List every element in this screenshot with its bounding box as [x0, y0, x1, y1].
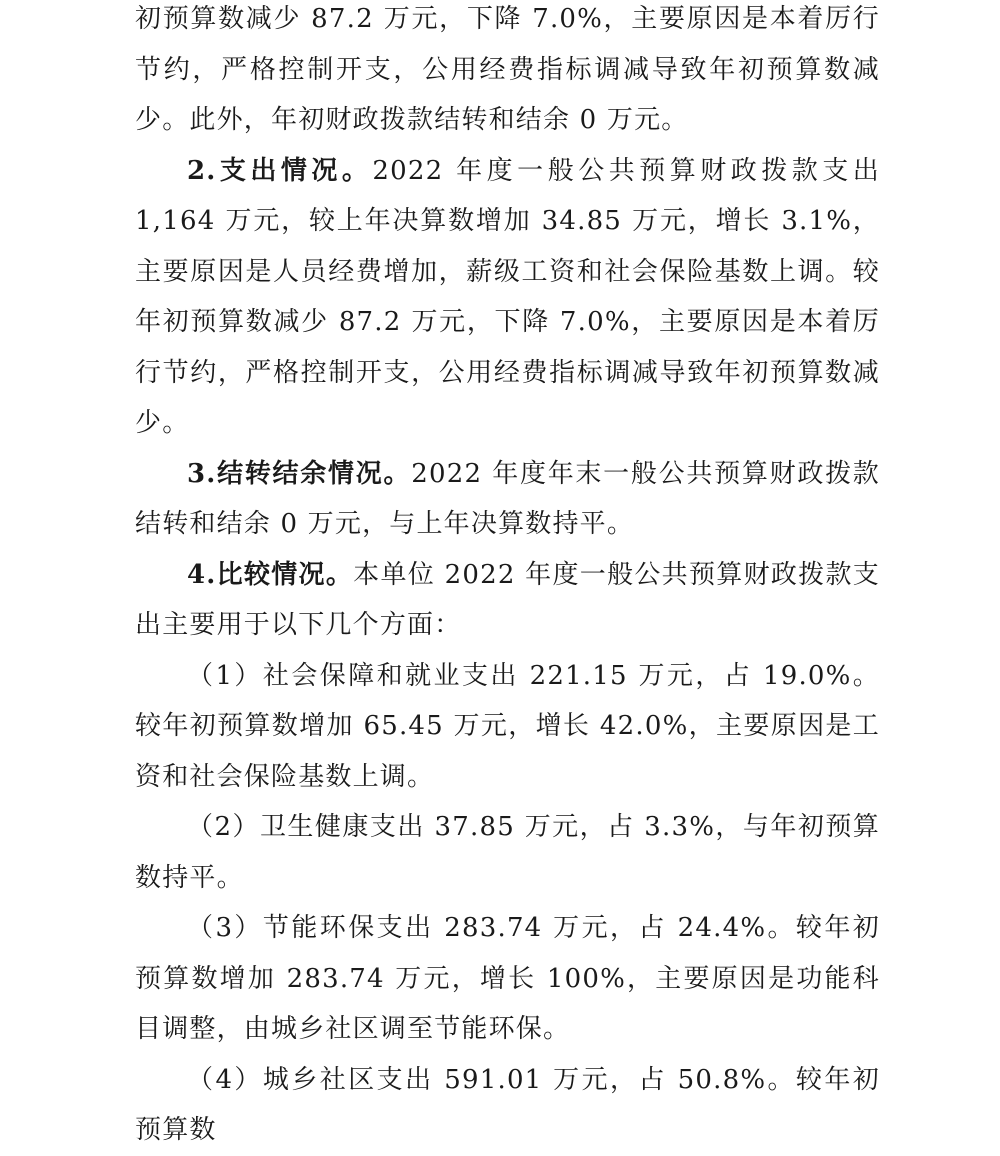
paragraph-expenditure: [135, 146, 880, 449]
list-item-social-security: [135, 651, 880, 803]
paragraph-carryover: [135, 449, 880, 550]
paragraph-text: 2022 年度一般公共预算财政拨款支出 1,164 万元，较上年决算数增加 34.85 万元，增长 3.1%，主要原因是人员经费增加，薪级工资和社会保险基数上调。较年初预算数减少 87.2 万元，下降 7.0%，主要原因是本着厉行节约，严格控制开支，公用经费指标调减导致年初预算数减少。: [135, 155, 881, 438]
list-item-text: （4）城乡社区支出 591.01 万元，占 50.8%。较年初预算数: [135, 1064, 880, 1145]
list-item-urban-rural: [135, 1055, 880, 1156]
list-item-text: （3）节能环保支出 283.74 万元，占 24.4%。较年初预算数增加 283.74 万元，增长 100%，主要原因是功能科目调整，由城乡社区调至节能环保。: [135, 913, 880, 1044]
paragraph-comparison: [135, 550, 880, 651]
list-item-health: [135, 802, 880, 903]
list-item-text: （1）社会保障和就业支出 221.15 万元，占 19.0%。较年初预算数增加 65.45 万元，增长 42.0%，主要原因是工资和社会保险基数上调。: [135, 660, 880, 792]
document-page: [135, 0, 880, 1156]
section-heading-carryover: 3.结转结余情况。: [187, 458, 412, 489]
list-item-energy-environment: [135, 903, 880, 1055]
list-item-text: （2）卫生健康支出 37.85 万元，占 3.3%，与年初预算数持平。: [135, 812, 880, 893]
paragraph-text: 2022 年度年末一般公共预算财政拨款结转和结余 0 万元，与上年决算数持平。: [135, 458, 881, 539]
section-heading-expenditure: 2.支出情况。: [187, 155, 373, 186]
paragraph-text: 初预算数减少 87.2 万元，下降 7.0%，主要原因是本着厉行节约，严格控制开支，公用经费指标调减导致年初预算数减少。此外，年初财政拨款结转和结余 0 万元。: [135, 4, 880, 135]
paragraph-budget-reduction: [135, 0, 880, 146]
section-heading-comparison: 4.比较情况。: [187, 559, 354, 590]
paragraph-text: 本单位 2022 年度一般公共预算财政拨款支出主要用于以下几个方面：: [135, 559, 880, 640]
